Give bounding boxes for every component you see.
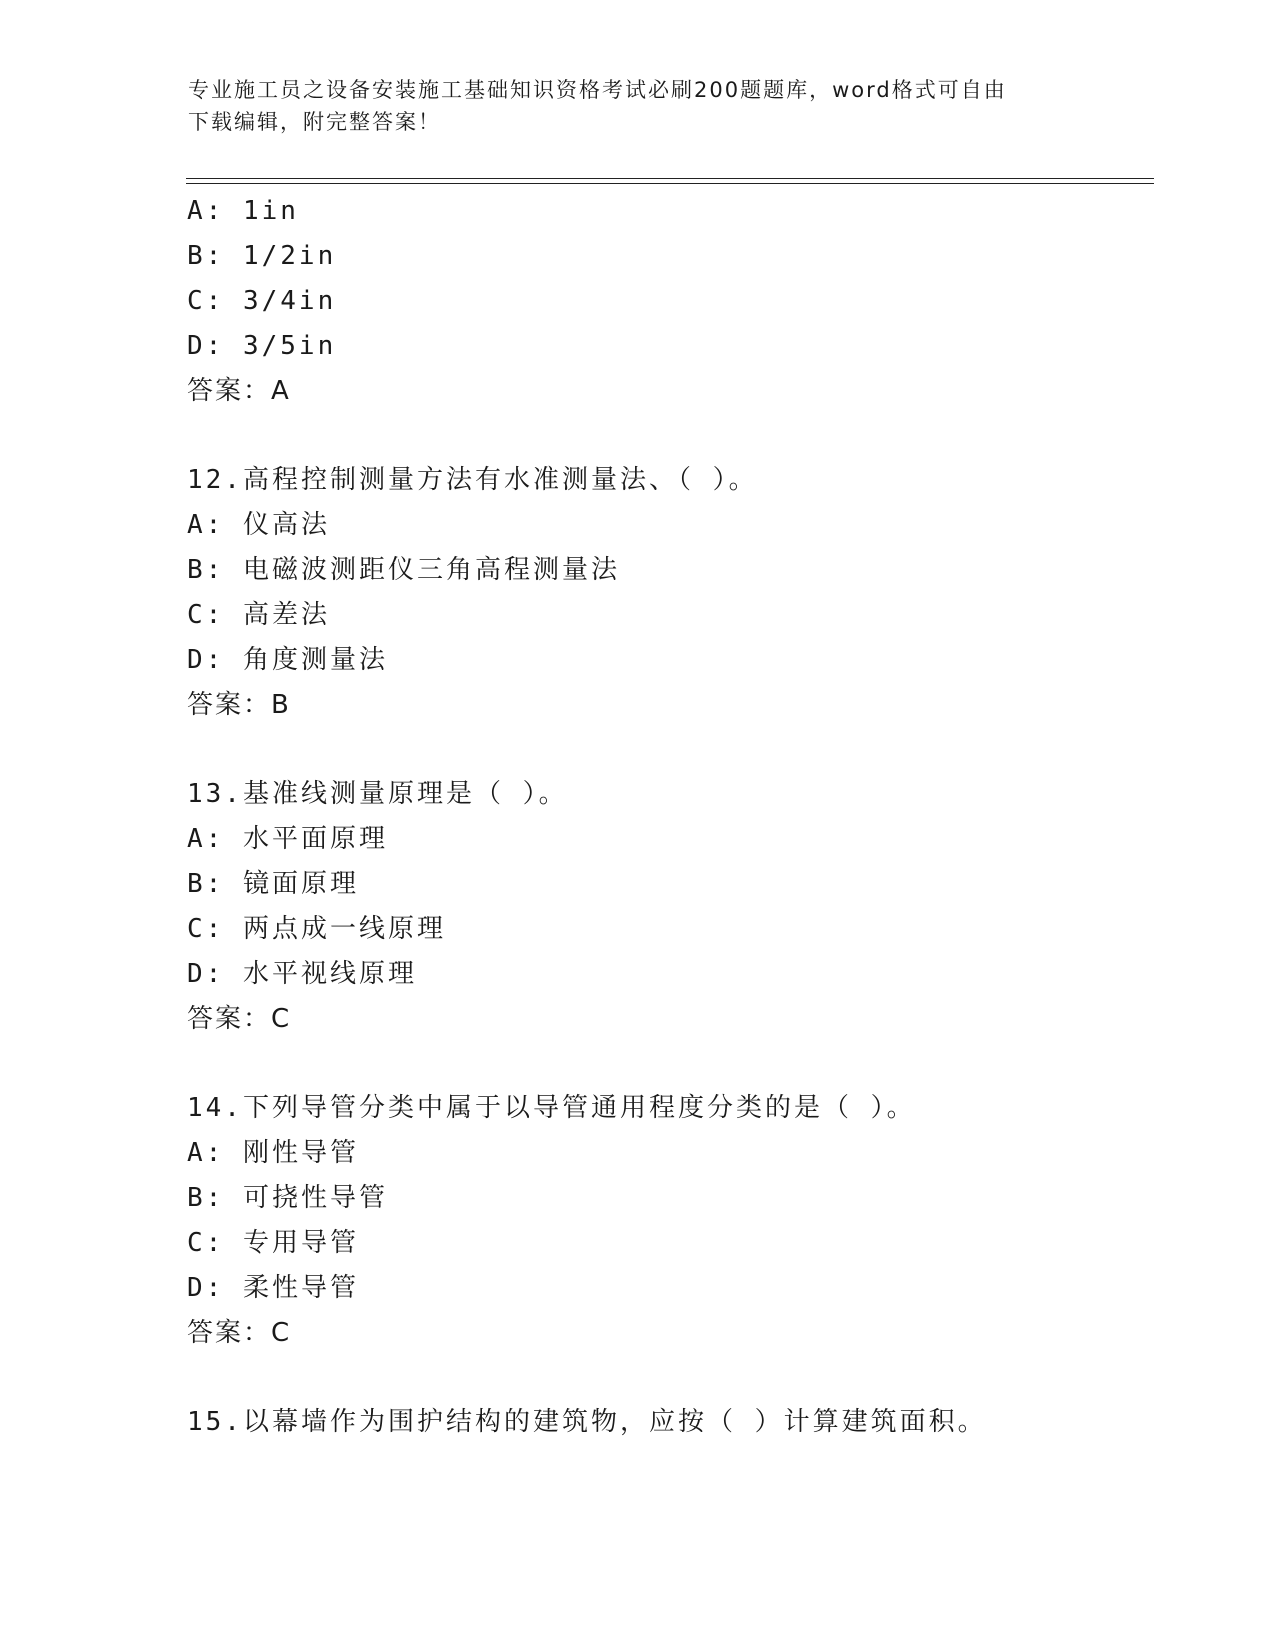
q11-option-d: D: 3/5in <box>187 331 337 361</box>
header-divider-bottom <box>186 183 1154 184</box>
q12-option-d: D: 角度测量法 <box>187 645 388 675</box>
q15-question: 15.以幕墙作为围护结构的建筑物，应按（ ）计算建筑面积。 <box>187 1407 987 1437</box>
q14-option-c: C: 专用导管 <box>187 1228 359 1258</box>
q13-option-b: B: 镜面原理 <box>187 869 359 899</box>
q13-answer: 答案：C <box>187 1004 292 1034</box>
q14-answer: 答案：C <box>187 1318 292 1348</box>
q12-option-a: A: 仪高法 <box>187 510 330 540</box>
q12-question: 12.高程控制测量方法有水准测量法、（ ）。 <box>187 465 758 495</box>
q11-option-c: C: 3/4in <box>187 286 337 316</box>
document-header <box>188 74 1088 138</box>
q14-option-d: D: 柔性导管 <box>187 1273 359 1303</box>
q12-answer: 答案：B <box>187 690 291 720</box>
header-divider-top <box>186 178 1154 179</box>
q11-option-a: A: 1in <box>187 196 299 226</box>
q13-option-a: A: 水平面原理 <box>187 824 388 854</box>
q14-option-b: B: 可挠性导管 <box>187 1183 388 1213</box>
header-line-2: 下载编辑，附完整答案！ <box>188 110 441 134</box>
q12-option-c: C: 高差法 <box>187 600 330 630</box>
q14-option-a: A: 刚性导管 <box>187 1138 359 1168</box>
q12-option-b: B: 电磁波测距仪三角高程测量法 <box>187 555 620 585</box>
header-line-1: 专业施工员之设备安装施工基础知识资格考试必刷200题题库，word格式可自由 <box>188 78 1007 102</box>
q13-question: 13.基准线测量原理是（ ）。 <box>187 779 568 809</box>
q11-answer: 答案：A <box>187 376 291 406</box>
q13-option-c: C: 两点成一线原理 <box>187 914 446 944</box>
q14-question: 14.下列导管分类中属于以导管通用程度分类的是（ ）。 <box>187 1093 916 1123</box>
q11-option-b: B: 1/2in <box>187 241 337 271</box>
q13-option-d: D: 水平视线原理 <box>187 959 417 989</box>
